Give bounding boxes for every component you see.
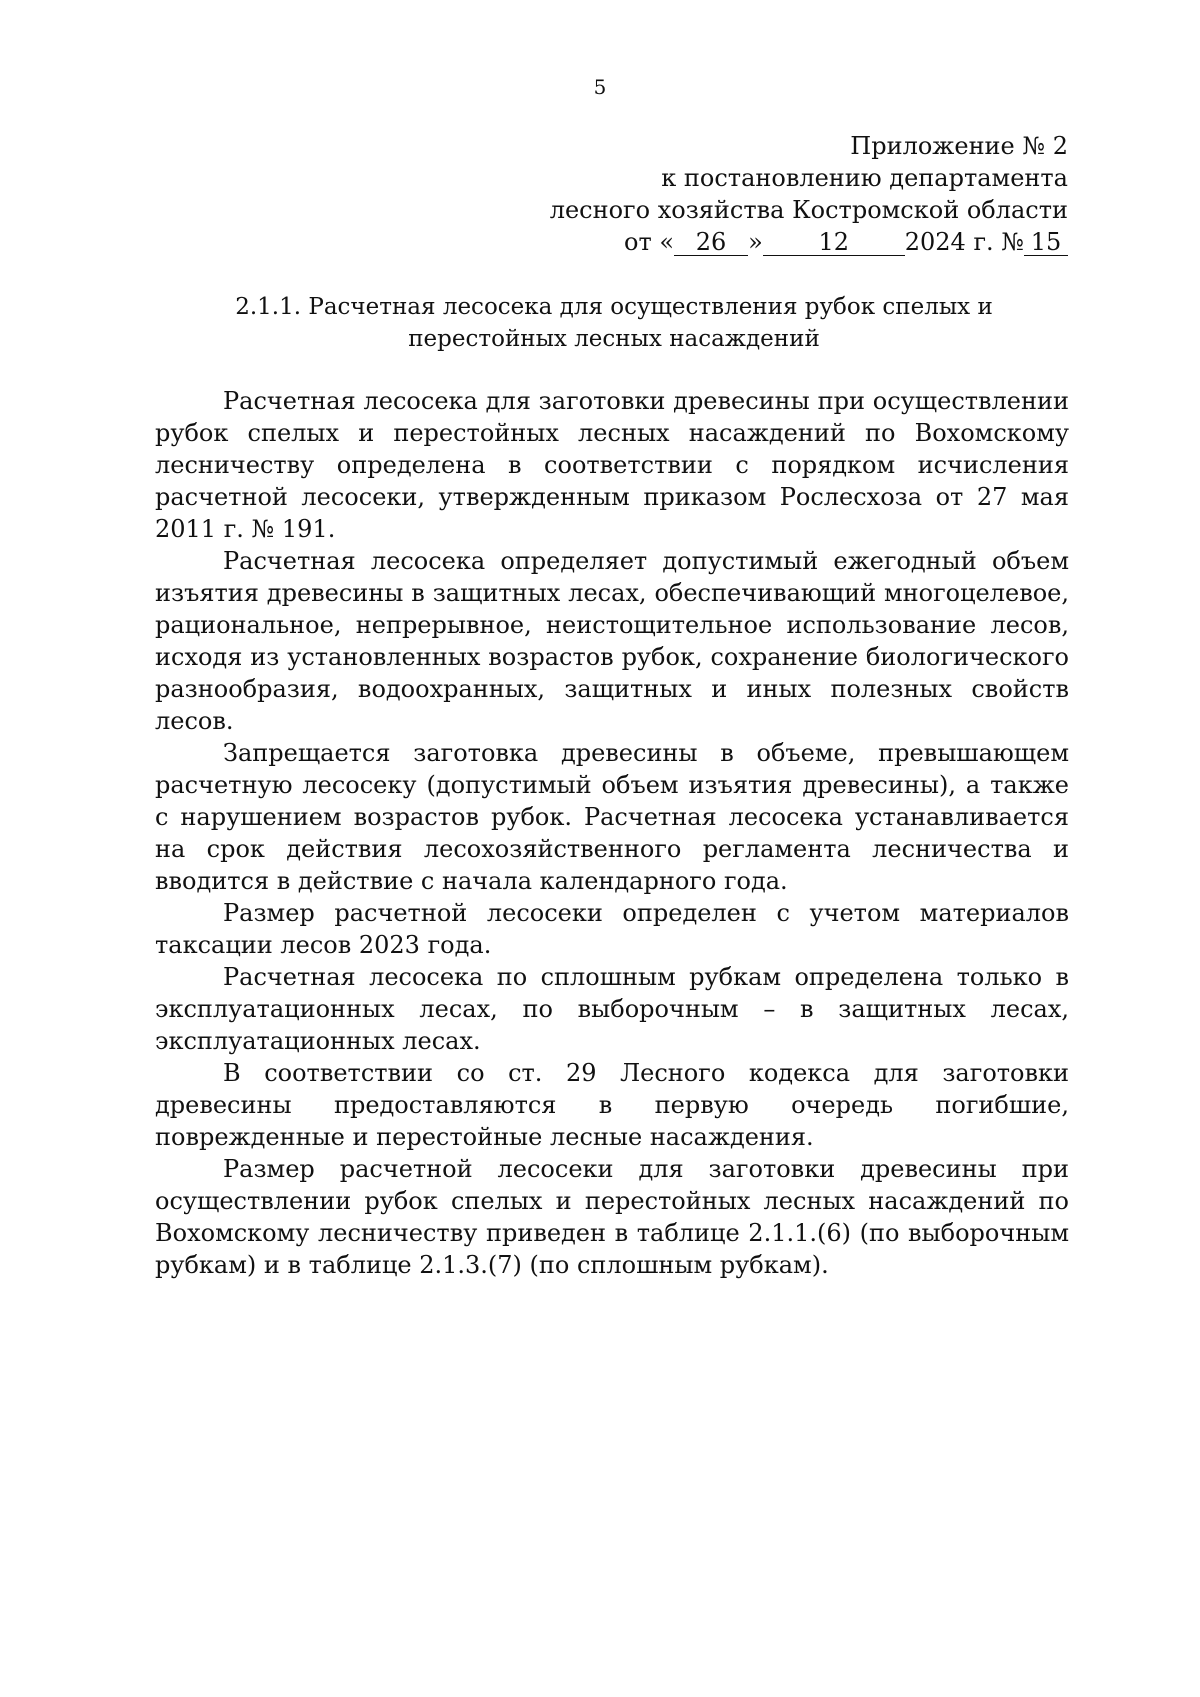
paragraph: Запрещается заготовка древесины в объеме, превышающем расчетную лесосеку (допустимый объем изъятия древесины), а также с нарушением возрастов рубок. Расчетная лесосека устанавливается на срок действия лесохозяйственного регламента лесничества и вводится в действие с начала календарного года. (155, 739, 1069, 895)
appendix-line-department: лесного хозяйства Костромской области (549, 196, 1068, 224)
date-day: 26 (674, 229, 748, 256)
body-text (155, 385, 1069, 1281)
paragraph: Расчетная лесосека по сплошным рубкам определена только в эксплуатационных лесах, по выборочным – в защитных лесах, эксплуатационных лесах. (155, 963, 1069, 1055)
date-month: 12 (763, 229, 905, 256)
date-prefix: от « (624, 228, 675, 256)
paragraph: Расчетная лесосека определяет допустимый ежегодный объем изъятия древесины в защитных лесах, обеспечивающий многоцелевое, рациональное, непрерывное, неистощительное использование лесов, исходя из установленных возрастов рубок, сохранение биологического разнообразия, водоохранных, защитных и иных полезных свойств лесов. (155, 547, 1069, 735)
section-heading: 2.1.1. Расчетная лесосека для осуществления рубок спелых и перестойных лесных насаждений (235, 294, 993, 352)
appendix-header (448, 130, 1068, 258)
paragraph: В соответствии со ст. 29 Лесного кодекса для заготовки древесины предоставляются в первую очередь погибшие, поврежденные и перестойные лесные насаждения. (155, 1059, 1069, 1151)
paragraph: Размер расчетной лесосеки для заготовки древесины при осуществлении рубок спелых и перестойных лесных насаждений по Вохомскому лесничеству приведен в таблице 2.1.1.(6) (по выборочным рубкам) и в таблице 2.1.3.(7) (по сплошным рубкам). (155, 1155, 1069, 1279)
appendix-line-resolution: к постановлению департамента (661, 164, 1068, 192)
paragraph: Размер расчетной лесосеки определен с учетом материалов таксации лесов 2023 года. (155, 899, 1069, 959)
paragraph: Расчетная лесосека для заготовки древесины при осуществлении рубок спелых и перестойных лесных насаждений по Вохомскому лесничеству определена в соответствии с порядком исчисления расчетной лесосеки, утвержденным приказом Рослесхоза от 27 мая 2011 г. № 191. (155, 387, 1069, 543)
date-mid: » (748, 228, 763, 256)
date-year-label: 2024 г. № (904, 228, 1024, 256)
page-number: 5 (593, 75, 607, 99)
document-number: 15 (1024, 229, 1068, 256)
appendix-title: Приложение № 2 (850, 132, 1068, 160)
appendix-date-line (448, 226, 1068, 258)
